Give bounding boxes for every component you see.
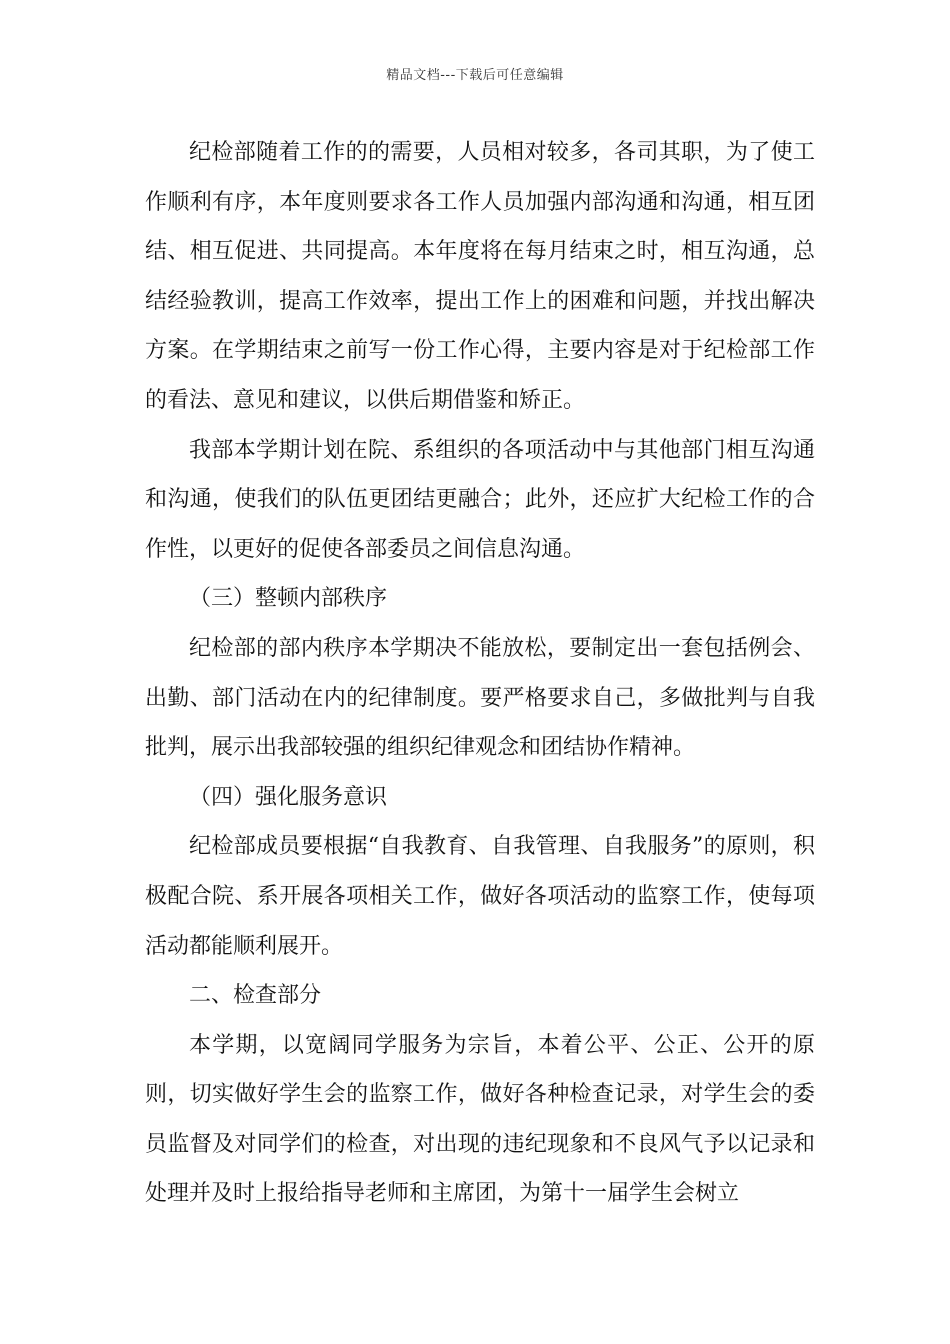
paragraph-service-awareness: 纪检部成员要根据“自我教育、自我管理、自我服务”的原则，积极配合院、系开展各项相关工作，做好各项活动的监察工作，使每项活动都能顺利展开。 (145, 834, 815, 959)
paragraph-inter-department-communication: 我部本学期计划在院、系组织的各项活动中与其他部门相互沟通和沟通，使我们的队伍更团结更融合；此外，还应扩大纪检工作的合作性，以更好的促使各部委员之间信息沟通。 (145, 437, 815, 562)
section-heading-internal-order: （三）整顿内部秩序 (189, 586, 388, 612)
document-body (145, 128, 815, 1219)
paragraph-inspection: 本学期，以宽阔同学服务为宗旨，本着公平、公正、公开的原则，切实做好学生会的监察工作，做好各种检查记录，对学生会的委员监督及对同学们的检查，对出现的违纪现象和不良风气予以记录和处理并及时上报给指导老师和主席团，为第十一届学生会树立 (145, 1032, 815, 1207)
section-heading-inspection: 二、检查部分 (189, 983, 322, 1009)
page-header: 精品文档---下载后可任意编辑 (386, 68, 564, 83)
section-heading-service-awareness: （四）强化服务意识 (189, 784, 388, 810)
paragraph-internal-order: 纪检部的部内秩序本学期决不能放松，要制定出一套包括例会、出勤、部门活动在内的纪律制度。要严格要求自己，多做批判与自我批判，展示出我部较强的组织纪律观念和团结协作精神。 (145, 635, 815, 761)
paragraph-team-communication: 纪检部随着工作的的需要，人员相对较多，各司其职，为了使工作顺利有序，本年度则要求各工作人员加强内部沟通和沟通，相互团结、相互促进、共同提高。本年度将在每月结束之时，相互沟通，总结经验教训，提高工作效率，提出工作上的困难和问题，并找出解决方案。在学期结束之前写一份工作心得，主要内容是对于纪检部工作的看法、意见和建议，以供后期借鉴和矫正。 (145, 140, 815, 413)
